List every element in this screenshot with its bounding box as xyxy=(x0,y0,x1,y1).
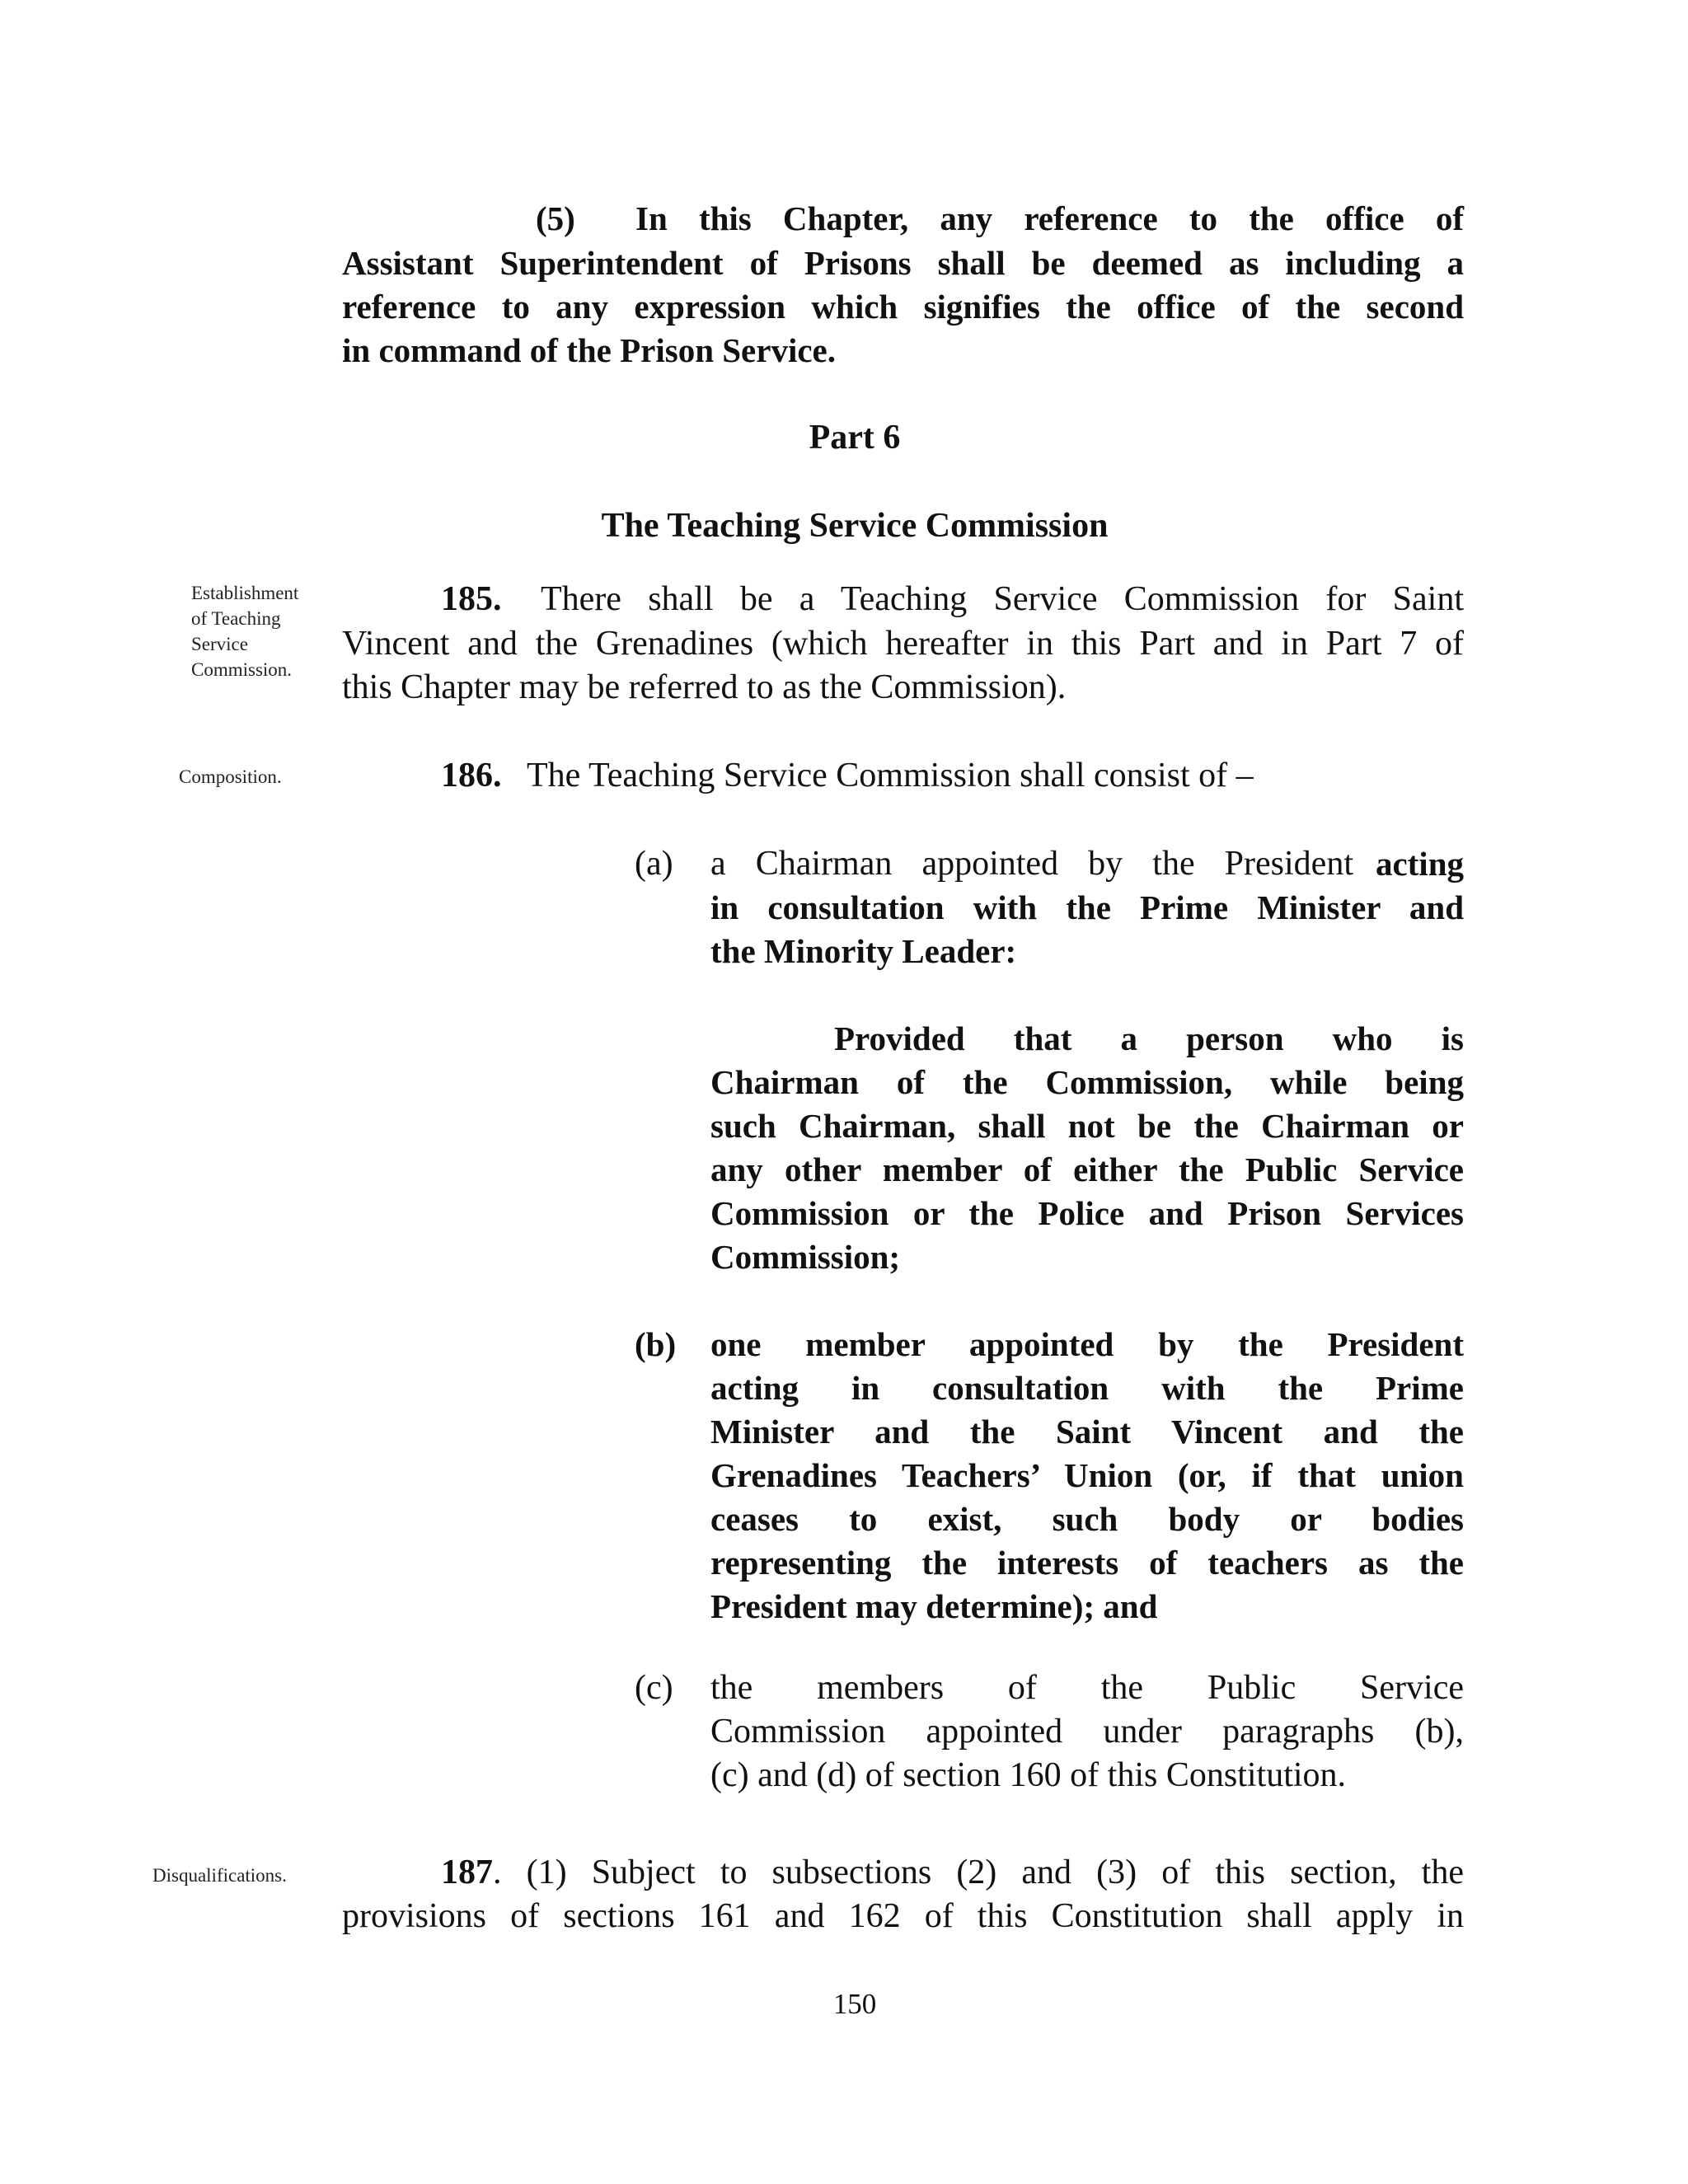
s186-c-line3: (c) and (d) of section 160 of this Constitution. xyxy=(710,1756,1347,1794)
s186-text: The Teaching Service Commission shall consist of – xyxy=(527,757,1254,794)
s185-line2: Vincent and the Grenadines (which hereafter in this Part and in Part 7 of xyxy=(342,625,1464,663)
s187-line1 xyxy=(441,1850,1464,1895)
s186-b-line3: Minister and the Saint Vincent and the xyxy=(710,1413,1464,1451)
margin-note-s185-line3: Service xyxy=(191,634,248,654)
s186-a-line1-bold: acting xyxy=(1375,845,1464,883)
s186-a-line1 xyxy=(710,841,1464,886)
page-number: 150 xyxy=(832,1988,877,2020)
s186-b-line5: ceases to exist, such body or bodies xyxy=(710,1500,1464,1538)
s186-c-line1: the members of the Public Service xyxy=(710,1669,1464,1707)
margin-note-s186: Composition. xyxy=(179,766,282,787)
s185-number: 185. xyxy=(441,580,502,618)
s186-a-proviso-line6: Commission; xyxy=(710,1238,901,1276)
subsection-5-line1 xyxy=(536,196,1464,241)
s186-a-label: (a) xyxy=(635,845,673,883)
s186-c-line2: Commission appointed under paragraphs (b), xyxy=(710,1713,1464,1750)
part-heading: Part 6 xyxy=(809,419,901,457)
s186-c-label: (c) xyxy=(635,1669,673,1707)
s185-line3: this Chapter may be referred to as the Commission). xyxy=(342,668,1067,706)
s186-line1 xyxy=(441,753,1254,798)
margin-note-s185-line4: Commission. xyxy=(191,659,293,680)
s186-a-proviso-line2: Chairman of the Commission, while being xyxy=(710,1063,1464,1101)
part-title: The Teaching Service Commission xyxy=(601,507,1109,545)
s187-line1-text: . (1) Subject to subsections (2) and (3) of this section, the xyxy=(493,1854,1464,1891)
s187-number: 187 xyxy=(441,1854,493,1891)
s186-a-line1-plain: a Chairman appointed by the President xyxy=(710,845,1353,883)
s187-line2: provisions of sections 161 and 162 of this Constitution shall apply in xyxy=(342,1897,1464,1935)
s186-a-proviso-line1: Provided that a person who is xyxy=(834,1019,1464,1057)
s186-a-proviso-line4: any other member of either the Public Service xyxy=(710,1151,1464,1188)
s185-line1-text: There shall be a Teaching Service Commission for Saint xyxy=(541,580,1464,618)
s186-a-proviso-line3: such Chairman, shall not be the Chairman or xyxy=(710,1107,1464,1145)
s186-b-line7: President may determine); and xyxy=(710,1587,1158,1625)
s186-number: 186. xyxy=(441,757,502,794)
s185-line1 xyxy=(441,577,1464,621)
margin-note-s185-line1: Establishment xyxy=(191,583,299,603)
subsection-5-line2: Assistant Superintendent of Prisons shall be deemed as including a xyxy=(342,244,1464,282)
subsection-5-line4: in command of the Prison Service. xyxy=(342,331,836,369)
s186-a-proviso-line5: Commission or the Police and Prison Services xyxy=(710,1194,1464,1232)
margin-note-s185-line2: of Teaching xyxy=(191,608,281,629)
s186-b-label: (b) xyxy=(635,1325,677,1363)
subsection-5-lead: (5) xyxy=(536,199,575,237)
margin-note-s187: Disqualifications. xyxy=(152,1865,287,1886)
s186-a-line2: in consultation with the Prime Minister and xyxy=(710,888,1464,926)
subsection-5-line3: reference to any expression which signifies the office of the second xyxy=(342,288,1464,326)
s186-b-line1: one member appointed by the President xyxy=(710,1325,1464,1363)
margin-note-s185 xyxy=(191,580,340,682)
s186-b-line4: Grenadines Teachers’ Union (or, if that union xyxy=(710,1456,1464,1494)
subsection-5-line1-text: In this Chapter, any reference to the office of xyxy=(635,199,1464,237)
s186-b-line2: acting in consultation with the Prime xyxy=(710,1369,1464,1407)
s186-b-line6: representing the interests of teachers as the xyxy=(710,1544,1464,1582)
s186-a-line3: the Minority Leader: xyxy=(710,932,1017,970)
